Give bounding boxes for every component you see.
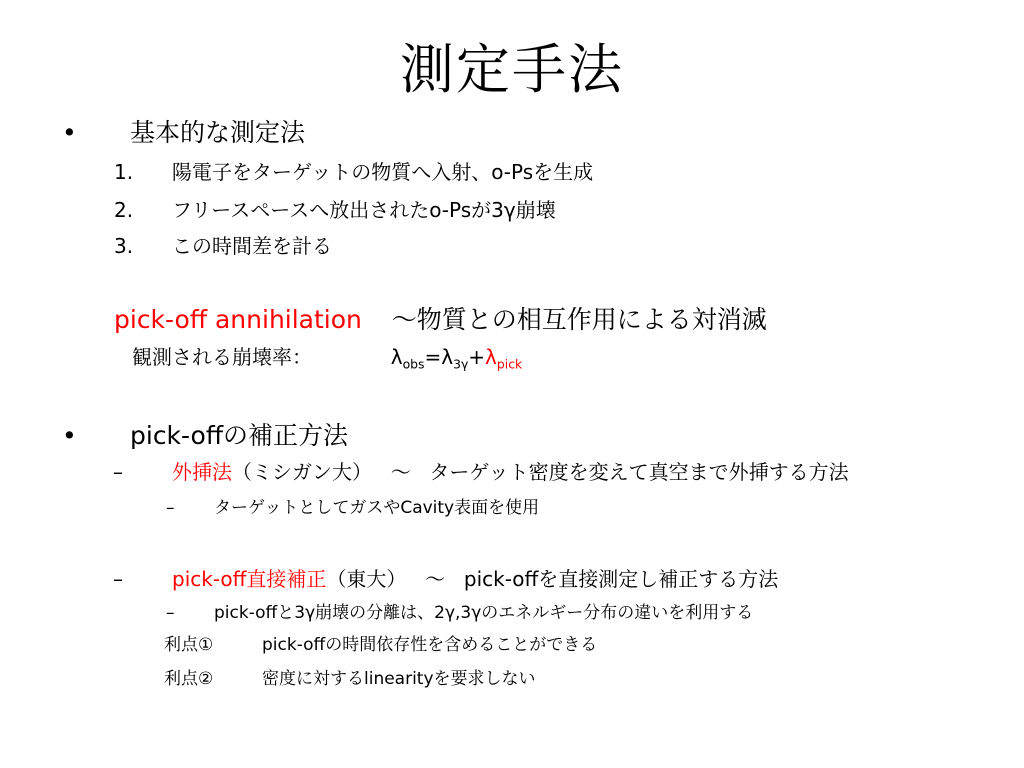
- direct-correction-description: pick-offを直接測定し補正する方法: [463, 567, 779, 591]
- step-text-1: 陽電子をターゲットの物質へ入射、o-Psを生成: [172, 160, 594, 184]
- bullet-marker: •: [62, 421, 77, 450]
- extrapolation-method: [172, 458, 849, 486]
- decay-rate-label: 観測される崩壊率：: [132, 345, 312, 369]
- tilde: ～: [425, 567, 446, 591]
- step-number-1: 1.: [114, 160, 134, 184]
- advantage-text-1: pick-offの時間依存性を含めることができる: [262, 635, 598, 655]
- bullet-marker: •: [62, 118, 77, 147]
- advantage-label-1: 利点①: [164, 635, 214, 655]
- extrapolation-description: ターゲット密度を変えて真空まで外挿する方法: [429, 460, 849, 484]
- extrapolation-name: 外挿法: [172, 460, 232, 484]
- step-number-3: 3.: [114, 234, 134, 258]
- dash-marker: –: [113, 460, 123, 484]
- dash-marker: –: [166, 498, 175, 518]
- decay-rate-line: [132, 343, 522, 371]
- section-heading-basic: 基本的な測定法: [130, 118, 306, 147]
- extrapolation-org: （ミシガン大）: [232, 460, 372, 484]
- direct-correction-detail: pick-offと3γ崩壊の分離は、2γ,3γのエネルギー分布の違いを利用する: [214, 603, 754, 623]
- pickoff-definition: [114, 304, 767, 336]
- direct-correction-name: pick-off直接補正: [172, 567, 327, 591]
- dash-marker: –: [166, 603, 175, 623]
- section-heading-correction: pick-offの補正方法: [130, 421, 349, 450]
- decay-rate-formula: $\lambda_{obs}=\lambda_{3\gamma}+\lambda_{pick}$: [390, 345, 523, 372]
- direct-correction-org: （東大）: [326, 567, 407, 591]
- advantage-text-2: 密度に対するlinearityを要求しない: [262, 669, 536, 689]
- extrapolation-detail: ターゲットとしてガスやCavity表面を使用: [214, 498, 540, 518]
- pickoff-description: ～物質との相互作用による対消滅: [391, 305, 767, 334]
- step-text-2: フリースペースへ放出されたo-Psが3γ崩壊: [172, 198, 556, 222]
- direct-correction-method: [172, 565, 778, 593]
- dash-marker: –: [113, 567, 123, 591]
- page-title: 測定手法: [400, 38, 624, 101]
- advantage-label-2: 利点②: [164, 669, 214, 689]
- tilde: ～: [390, 460, 411, 484]
- pickoff-term: pick-off annihilation: [114, 305, 362, 334]
- step-number-2: 2.: [114, 198, 134, 222]
- step-text-3: この時間差を計る: [172, 234, 332, 258]
